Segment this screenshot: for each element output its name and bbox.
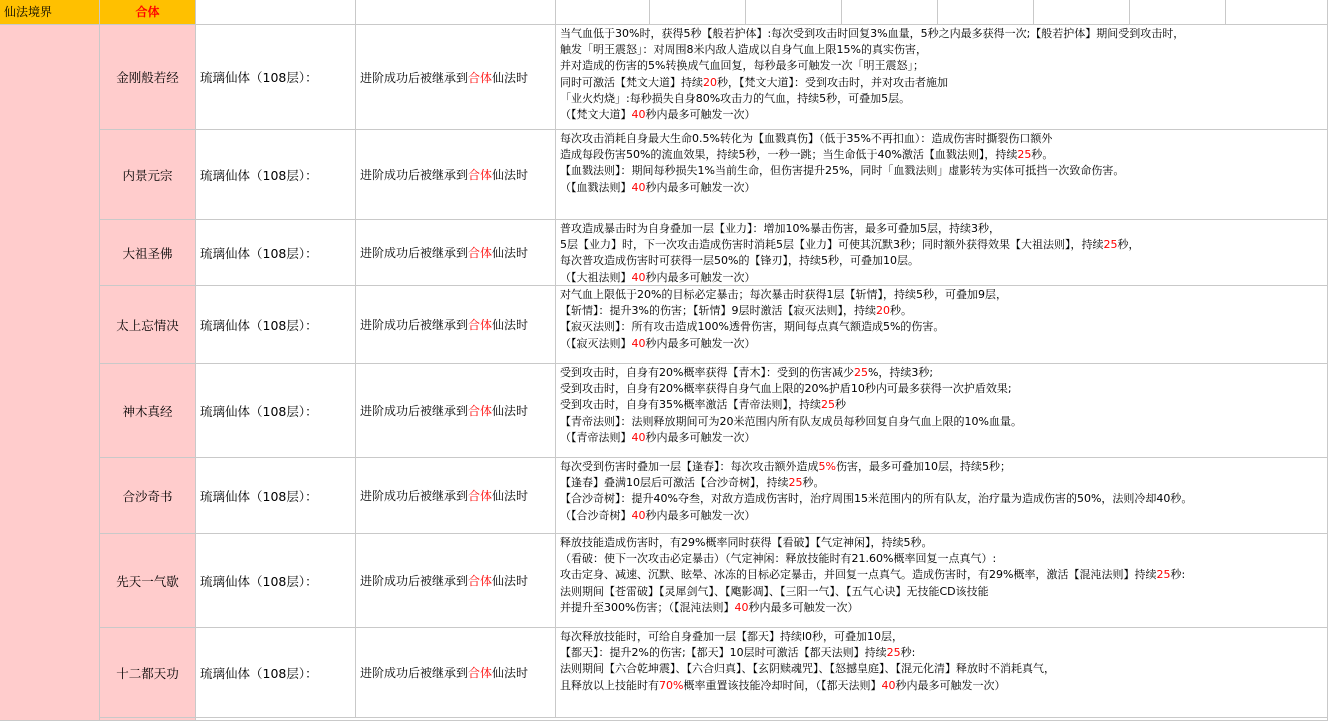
- description-text: 且释放以上技能时有: [560, 678, 659, 692]
- description-text: 同时可激活【梵文大道】持续: [560, 75, 703, 89]
- description-text: 【寂灭法则】：所有攻击造成100%透骨伤害，期间每点真气额造成5%的伤害。: [560, 320, 945, 334]
- inherit-text-after: 仙法时: [492, 489, 529, 503]
- header-empty-cell[interactable]: [356, 0, 556, 25]
- technique-name-cell[interactable]: 神木真经: [100, 364, 196, 458]
- highlight-number: 40: [631, 270, 646, 284]
- description-line: [560, 91, 1327, 107]
- description-line: [560, 147, 1327, 163]
- effect-description-cell[interactable]: [556, 534, 1328, 628]
- description-line: [560, 303, 1327, 319]
- inherit-text-before: 进阶成功后被继承到: [360, 666, 469, 680]
- description-line: [560, 253, 1327, 269]
- highlight-number: 5%: [818, 460, 836, 473]
- description-line: [560, 678, 1327, 694]
- description-text: 秒:: [1170, 568, 1186, 582]
- inherit-note-cell[interactable]: [356, 220, 556, 286]
- description-text: 秒内最多可触发一次）: [748, 600, 859, 614]
- description-text: 秒，【梵文大道】：受到攻击时，并对攻击者施加: [717, 75, 948, 89]
- inherit-text-highlight: 合体: [468, 318, 493, 332]
- description-line: [560, 567, 1327, 583]
- header-empty-cell[interactable]: [1226, 0, 1328, 25]
- inherit-text-before: 进阶成功后被继承到: [360, 404, 469, 418]
- highlight-number: 25: [1103, 238, 1118, 252]
- inherit-text-before: 进阶成功后被继承到: [360, 489, 469, 503]
- inherit-note-cell[interactable]: [356, 364, 556, 458]
- header-empty-cell[interactable]: [556, 0, 650, 25]
- description-text: %，持续3秒;: [867, 366, 934, 379]
- description-text: 秒内最多可触发一次）: [895, 678, 1006, 692]
- technique-name-cell[interactable]: 大祖圣佛: [100, 220, 196, 286]
- description-line: [560, 26, 1327, 42]
- inherit-note-cell[interactable]: [356, 286, 556, 364]
- description-text: 受到攻击时，自身有20%概率获得自身气血上限的20%护盾10秒内可最多获得一次护盾效果;: [560, 382, 1012, 396]
- highlight-number: 40: [631, 180, 646, 194]
- realm-label-cell[interactable]: 仙法境界: [0, 0, 100, 25]
- header-empty-cell[interactable]: [842, 0, 938, 25]
- highlight-number: 20: [875, 304, 890, 318]
- technique-name-cell[interactable]: 十二都天功: [100, 628, 196, 718]
- description-text: 并对造成的伤害的5%转换成气血回复，每秒最多可触发一次「明王震怒」；: [560, 59, 924, 73]
- description-text: 秒内最多可触发一次）: [645, 270, 756, 284]
- description-text: 【合沙奇树】：提升40%夺叁，对敌方造成伤害时，治疗周围15米范围内的所有队友，治疗量为造成伤害的50%，法则冷却40秒。: [560, 492, 1193, 506]
- technique-name-cell[interactable]: 先天一气歇: [100, 534, 196, 628]
- description-line: [560, 508, 1327, 524]
- effect-description-cell[interactable]: [556, 220, 1328, 286]
- description-text: 每次受到伤害时叠加一层【逢春】：每次攻击额外造成: [560, 460, 819, 473]
- highlight-number: 40: [631, 108, 646, 122]
- description-text: 造成每段伤害50%的流血效果，持续5秒，一秒一跳；当生命低于40%激活【血戮法则】，持续: [560, 148, 1018, 162]
- description-text: 受到攻击时，自身有20%概率获得【青木】：受到的伤害减少: [560, 366, 854, 379]
- description-text: 法则期间【六合乾坤震】、【六合归真】、【玄阴赎魂咒】、【怒撼皇庭】、【混元化清】释放时不消耗真气，: [560, 662, 1055, 676]
- description-text: 释放技能造成伤害时，有29%概率同时获得【看破】【气定神闲】，持续5秒。: [560, 536, 933, 549]
- inherit-note-cell[interactable]: [356, 628, 556, 718]
- description-line: [560, 319, 1327, 335]
- inherit-text-after: 仙法时: [492, 404, 529, 418]
- description-text: 伤害，最多可叠加10层，持续5秒；: [835, 460, 1011, 473]
- description-text: 秒:: [900, 646, 916, 660]
- header-empty-cell[interactable]: [1130, 0, 1226, 25]
- inherit-text-before: 进阶成功后被继承到: [360, 318, 469, 332]
- description-line: [560, 336, 1327, 352]
- highlight-number: 40: [631, 508, 646, 522]
- highlight-number: 25: [1156, 568, 1171, 582]
- highlight-number: 25: [886, 646, 901, 660]
- highlight-number: 25: [788, 476, 803, 490]
- description-text: 对气血上限低于20%的目标必定暴击；每次暴击时获得1层【斩情】，持续5秒，可叠加9层，: [560, 288, 1007, 301]
- description-text: 「业火灼烧」:每秒损失自身80%攻击力的气血，持续5秒，可叠加5层。: [560, 91, 911, 105]
- inherit-text-highlight: 合体: [468, 70, 493, 85]
- technique-name-cell[interactable]: 内景元宗: [100, 130, 196, 220]
- description-line: [560, 287, 1327, 303]
- description-line: [560, 107, 1327, 123]
- inherit-text-highlight: 合体: [468, 246, 493, 260]
- description-text: 每次普攻造成伤害时可获得一层50%的【锋刃】，持续5秒，可叠加10层。: [560, 254, 919, 268]
- effect-description-cell[interactable]: [556, 458, 1328, 534]
- description-line: [560, 237, 1327, 253]
- description-line: [560, 430, 1327, 446]
- inherit-text-after: 仙法时: [492, 168, 529, 182]
- description-text: 秒。: [1031, 148, 1054, 162]
- description-line: [560, 180, 1327, 196]
- header-empty-cell[interactable]: [938, 0, 1034, 25]
- description-text: 法则期间【苍雷破】【灵犀剑气】、【飑影凋】、【三阳一气】、【五气心诀】无技能CD该技能: [560, 584, 989, 598]
- inherit-text-highlight: 合体: [468, 404, 493, 418]
- description-line: [560, 414, 1327, 430]
- inherit-text-before: 进阶成功后被继承到: [360, 574, 469, 588]
- realm-value-cell[interactable]: 合体: [100, 0, 196, 25]
- description-text: 触发「明王震怒」：对周围8米内敌人造成以自身气血上限15%的真实伤害，: [560, 43, 927, 57]
- floor-requirement-cell[interactable]: 琉璃仙体（108层）：: [196, 364, 356, 458]
- floor-requirement-cell[interactable]: 琉璃仙体（108层）：: [196, 286, 356, 364]
- inherit-note-cell[interactable]: [356, 130, 556, 220]
- inherit-note-cell[interactable]: [356, 25, 556, 130]
- effect-description-cell[interactable]: [556, 364, 1328, 458]
- highlight-number: 40: [734, 600, 749, 614]
- highlight-number: 25: [853, 366, 868, 379]
- description-text: 5层【业力】时，下一次攻击造成伤害时消耗5层【业力】可使其沉默3秒；同时额外获得效果【大祖法则】，持续: [560, 238, 1104, 252]
- header-empty-cell[interactable]: [746, 0, 842, 25]
- description-line: [560, 270, 1327, 286]
- description-line: [560, 584, 1327, 600]
- header-empty-cell[interactable]: [196, 0, 356, 25]
- description-line: [560, 365, 1327, 381]
- description-text: 秒: [834, 398, 846, 412]
- description-line: [560, 491, 1327, 507]
- inherit-text-before: 进阶成功后被继承到: [360, 168, 469, 182]
- technique-name-cell[interactable]: 太上忘情决: [100, 286, 196, 364]
- description-text: 秒。: [889, 304, 912, 318]
- floor-requirement-cell[interactable]: 琉璃仙体（108层）：: [196, 220, 356, 286]
- inherit-text-after: 仙法时: [492, 246, 529, 260]
- description-line: [560, 600, 1327, 616]
- description-text: 秒内最多可触发一次）: [645, 508, 756, 522]
- description-text: 【血戮法则】：期间每秒损失1%当前生命，但伤害提升25%，同时「血戮法则」虚影转为实体可抵挡一次致命伤害。: [560, 164, 1125, 178]
- description-line: [560, 629, 1327, 645]
- description-text: （【血戮法则】: [560, 180, 632, 194]
- description-line: [560, 131, 1327, 147]
- description-text: 秒内最多可触发一次）: [645, 430, 756, 444]
- description-text: 当气血低于30%时，获得5秒【般若护体】:每次受到攻击时回复3%血量，5秒之内最多获得一次;【般若护体】期间受到攻击时，: [560, 27, 1185, 40]
- description-line: [560, 661, 1327, 677]
- inherit-text-after: 仙法时: [492, 574, 529, 588]
- description-text: 普攻造成暴击时为自身叠加一层【业力】：增加10%暴击伤害，最多可叠加5层，持续3秒，: [560, 222, 1000, 235]
- header-empty-cell[interactable]: [650, 0, 746, 25]
- description-line: [560, 475, 1327, 491]
- description-line: [560, 459, 1327, 475]
- description-text: 每次攻击消耗自身最大生命0.5%转化为【血戮真伤】（低于35%不再扣血）：造成伤害时撕裂伤口额外: [560, 132, 1053, 145]
- highlight-number: 20: [703, 75, 717, 89]
- description-text: （【梵文大道】: [560, 108, 632, 122]
- header-empty-cell[interactable]: [1034, 0, 1130, 25]
- inherit-text-after: 仙法时: [492, 70, 529, 85]
- inherit-text-highlight: 合体: [468, 489, 493, 503]
- inherit-text-after: 仙法时: [492, 318, 529, 332]
- floor-requirement-cell[interactable]: 琉璃仙体（108层）：: [196, 534, 356, 628]
- highlight-number: 70%: [659, 678, 684, 692]
- description-text: 攻击定身、减速、沉默、眩晕、冰冻的目标必定暴击，并回复一点真气。造成伤害时，有29%概率，激活【混沌法则】持续: [560, 568, 1157, 582]
- description-text: 【逢春】叠满10层后可激活【合沙奇树】，持续: [560, 476, 789, 490]
- description-text: 【都天】：提升2%的伤害;【都天】10层时可激活【都天法则】持续: [560, 646, 887, 660]
- highlight-number: 25: [820, 398, 835, 412]
- effect-description-cell[interactable]: [556, 286, 1328, 364]
- technique-name-cell[interactable]: 金刚般若经: [100, 25, 196, 130]
- description-line: [560, 221, 1327, 237]
- floor-requirement-cell[interactable]: 琉璃仙体（108层）：: [196, 130, 356, 220]
- description-text: 受到攻击时，自身有35%概率激活【青帝法则】，持续: [560, 398, 821, 412]
- description-text: （【大祖法则】: [560, 270, 632, 284]
- description-line: [560, 75, 1327, 91]
- floor-requirement-cell[interactable]: 琉璃仙体（108层）：: [196, 25, 356, 130]
- description-text: 概率重置该技能冷却时间，（【都天法则】: [683, 678, 882, 692]
- description-text: 【青帝法则】：法则释放期间可为20米范围内所有队友成员每秒回复自身气血上限的10%血量。: [560, 414, 1022, 428]
- description-text: （看破：使下一次攻击必定暴击）（气定神闲：释放技能时有21.60%概率回复一点真气）:: [560, 552, 997, 566]
- description-text: 秒内最多可触发一次）: [645, 180, 756, 194]
- inherit-text-before: 进阶成功后被继承到: [360, 246, 469, 260]
- description-line: [560, 58, 1327, 74]
- effect-description-cell[interactable]: [556, 130, 1328, 220]
- description-text: 每次释放技能时，可给自身叠加一层【都天】持续l0秒，可叠加10层，: [560, 630, 904, 643]
- description-text: （【合沙奇树】: [560, 508, 632, 522]
- description-line: [560, 645, 1327, 661]
- description-line: [560, 381, 1327, 397]
- description-text: 并提升至300%伤害；（【混沌法则】: [560, 600, 735, 614]
- description-text: 秒内最多可触发一次）: [645, 108, 756, 122]
- effect-description-cell[interactable]: [556, 25, 1328, 130]
- realm-column-merged[interactable]: [0, 25, 100, 721]
- highlight-number: 40: [631, 336, 646, 350]
- highlight-number: 40: [631, 430, 646, 444]
- description-line: [560, 551, 1327, 567]
- floor-requirement-cell[interactable]: 琉璃仙体（108层）：: [196, 458, 356, 534]
- description-line: [560, 163, 1327, 179]
- description-text: 秒，: [1117, 238, 1140, 252]
- floor-requirement-cell[interactable]: 琉璃仙体（108层）：: [196, 628, 356, 718]
- description-line: [560, 42, 1327, 58]
- technique-name-cell[interactable]: 合沙奇书: [100, 458, 196, 534]
- inherit-text-after: 仙法时: [492, 666, 529, 680]
- description-text: 秒内最多可触发一次）: [645, 336, 756, 350]
- inherit-text-highlight: 合体: [468, 666, 493, 680]
- effect-description-cell[interactable]: [556, 628, 1328, 718]
- inherit-text-highlight: 合体: [468, 574, 493, 588]
- inherit-note-cell[interactable]: [356, 458, 556, 534]
- highlight-number: 25: [1017, 148, 1032, 162]
- description-line: [560, 397, 1327, 413]
- inherit-note-cell[interactable]: [356, 534, 556, 628]
- description-text: 【斩情】：提升3%的伤害；【斩情】9层时激活【寂灭法则】，持续: [560, 304, 876, 318]
- highlight-number: 40: [881, 678, 896, 692]
- description-text: 秒。: [802, 476, 825, 490]
- description-line: [560, 535, 1327, 551]
- inherit-text-highlight: 合体: [468, 168, 493, 182]
- description-text: （【青帝法则】: [560, 430, 632, 444]
- description-text: （【寂灭法则】: [560, 336, 632, 350]
- inherit-text-before: 进阶成功后被继承到: [360, 70, 469, 85]
